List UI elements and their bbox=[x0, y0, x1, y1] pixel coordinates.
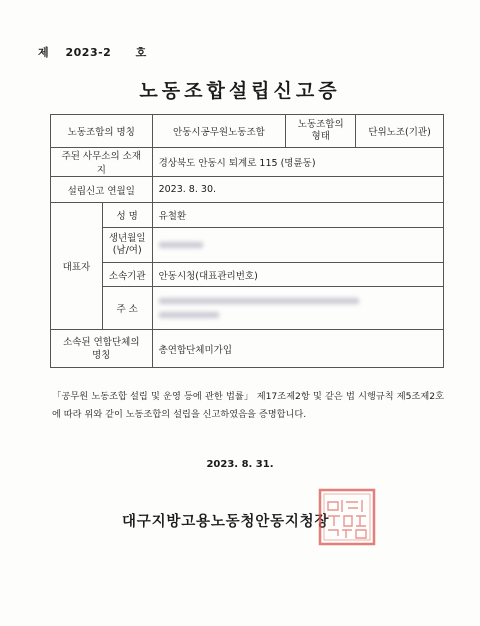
table-row bbox=[51, 177, 444, 203]
document-number bbox=[38, 44, 147, 60]
rep-org-value: 안동시청(대표관리번호) bbox=[152, 263, 443, 287]
union-type-value: 단위노조(기관) bbox=[356, 115, 444, 148]
table-row bbox=[51, 287, 444, 330]
rep-addr-label: 주 소 bbox=[102, 287, 152, 330]
date-label: 설립신고 연월일 bbox=[51, 177, 153, 203]
doc-number-value: 2023-2 bbox=[65, 46, 112, 59]
official-seal-icon bbox=[318, 488, 376, 546]
table-row bbox=[51, 203, 444, 228]
redacted-mark bbox=[159, 312, 219, 318]
representative-label: 대표자 bbox=[51, 203, 103, 330]
redacted-mark bbox=[159, 242, 203, 248]
redacted-mark bbox=[159, 298, 359, 304]
rep-org-label: 소속기관 bbox=[102, 263, 152, 287]
registration-table bbox=[50, 114, 444, 368]
issue-date: 2023. 8. 31. bbox=[206, 459, 274, 470]
table-row bbox=[51, 148, 444, 177]
rep-addr-value-redacted bbox=[152, 287, 443, 330]
certification-statement: 「공무원 노동조합 설립 및 운영 등에 관한 법률」 제17조제2항 및 같은 법 시행규칙 제5조제2호에 따라 위와 같이 노동조합의 설립을 신고하였음을 증명합니다. bbox=[52, 391, 444, 420]
union-name-label: 노동조합의 명칭 bbox=[51, 115, 153, 148]
table-row bbox=[51, 228, 444, 263]
rep-name-label: 성 명 bbox=[102, 203, 152, 228]
rep-birth-value-redacted bbox=[152, 228, 443, 263]
doc-number-prefix: 제 bbox=[38, 46, 50, 59]
office-label: 주된 사무소의 소재지 bbox=[51, 148, 153, 177]
date-value: 2023. 8. 30. bbox=[152, 177, 443, 203]
table-row bbox=[51, 115, 444, 148]
affiliation-label: 소속된 연합단체의 명칭 bbox=[51, 330, 153, 368]
table-row bbox=[51, 330, 444, 368]
page-title: 노동조합설립신고증 bbox=[139, 80, 341, 102]
doc-number-suffix: 호 bbox=[135, 46, 147, 59]
union-name-value: 안동시공무원노동조합 bbox=[152, 115, 286, 148]
office-value: 경상북도 안동시 퇴계로 115 (명륜동) bbox=[152, 148, 443, 177]
rep-birth-label: 생년월일 (남/여) bbox=[102, 228, 152, 263]
table-row bbox=[51, 263, 444, 287]
issuer-name: 대구지방고용노동청안동지청장 bbox=[122, 514, 330, 530]
affiliation-value: 총연합단체미가입 bbox=[152, 330, 443, 368]
union-type-label: 노동조합의 형태 bbox=[286, 115, 356, 148]
rep-name-value: 유철환 bbox=[152, 203, 443, 228]
